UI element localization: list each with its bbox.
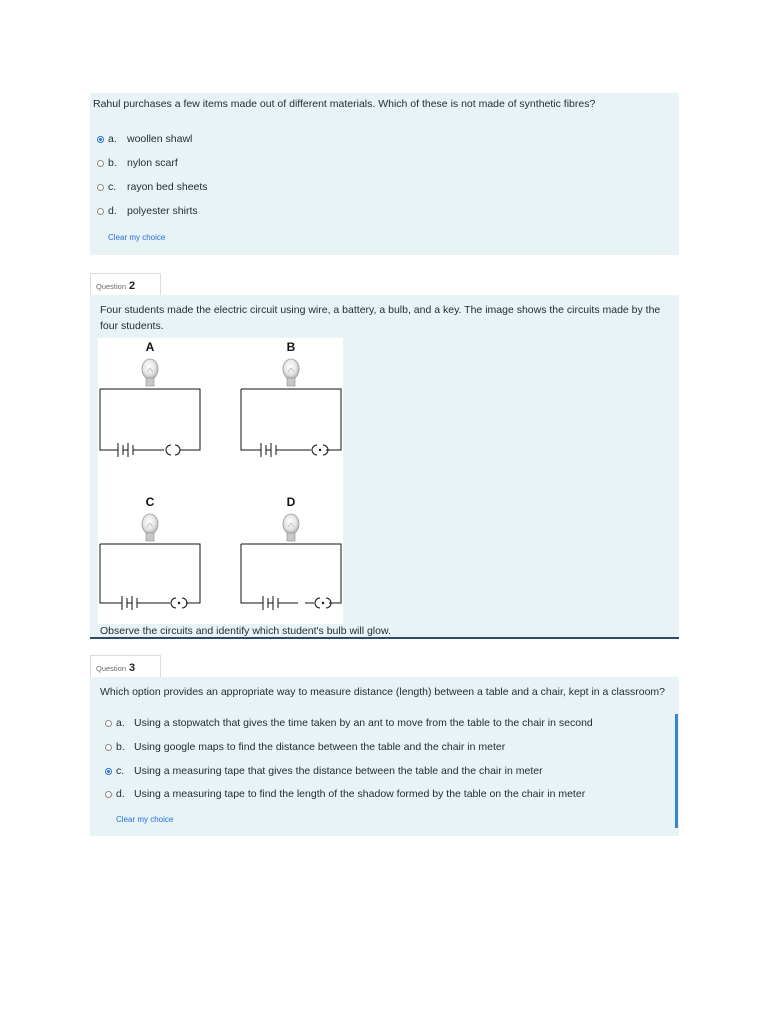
- q3-option-b-text: Using google maps to find the distance between the table and the chair in meter: [134, 741, 506, 753]
- circuit-label-a: A: [145, 340, 155, 354]
- question-3-prompt: Which option provides an appropriate way to measure distance (length) between a table and a chair, kept in a classroom?: [100, 686, 665, 698]
- question-1-prompt: Rahul purchases a few items made out of different materials. Which of these is not made of synthetic fibres?: [93, 98, 596, 110]
- q1-option-b[interactable]: [97, 157, 178, 169]
- circuit-d: [241, 514, 341, 610]
- q1-radio-c[interactable]: [97, 184, 104, 191]
- q1-radio-a[interactable]: [97, 136, 104, 143]
- key-icon: [171, 598, 187, 608]
- q3-option-b[interactable]: [105, 741, 506, 753]
- circuit-label-b: B: [286, 340, 296, 354]
- q3-clear-choice-link[interactable]: Clear my choice: [116, 815, 174, 824]
- q3-option-a-text: Using a stopwatch that gives the time taken by an ant to move from the table to the chair in second: [134, 717, 593, 729]
- question-2-bottom-divider: [90, 637, 679, 639]
- q3-radio-d[interactable]: [105, 791, 112, 798]
- circuit-label-c: C: [145, 495, 155, 509]
- key-icon: [166, 445, 180, 455]
- bulb-icon: [142, 359, 158, 386]
- key-icon: [315, 598, 331, 608]
- q3-option-d-letter: d.: [116, 788, 125, 800]
- question-1-panel: [90, 93, 679, 255]
- q3-radio-c[interactable]: [105, 768, 112, 775]
- question-2-prompt: Four students made the electric circuit using wire, a battery, a bulb, and a key. The image shows the circuits made by the four students.: [100, 304, 661, 333]
- q3-option-d[interactable]: [105, 788, 586, 800]
- q1-option-d-text: polyester shirts: [127, 205, 198, 217]
- q3-option-c-letter: c.: [116, 765, 125, 777]
- question-3-panel: [90, 677, 679, 836]
- question-2-tag-number: 2: [129, 280, 136, 292]
- bulb-icon: [283, 514, 299, 541]
- q1-clear-choice-link[interactable]: Clear my choice: [108, 233, 166, 242]
- q1-option-c[interactable]: [97, 181, 208, 193]
- key-icon: [312, 445, 328, 455]
- question-2-tag-label: Question: [96, 282, 127, 291]
- q3-radio-a[interactable]: [105, 720, 112, 727]
- q3-option-c[interactable]: [105, 765, 543, 777]
- q1-option-a-letter: a.: [108, 133, 117, 145]
- q3-option-a-letter: a.: [116, 717, 125, 729]
- q1-radio-b[interactable]: [97, 160, 104, 167]
- q3-option-d-text: Using a measuring tape to find the length of the shadow formed by the table on the chair in meter: [134, 788, 586, 800]
- q1-option-a[interactable]: [97, 133, 193, 145]
- q1-option-d-letter: d.: [108, 205, 117, 217]
- bulb-icon: [142, 514, 158, 541]
- circuit-b: [241, 359, 341, 457]
- battery-icon: [122, 596, 137, 610]
- q1-radio-d[interactable]: [97, 208, 104, 215]
- circuit-label-d: D: [286, 495, 296, 509]
- battery-icon: [263, 596, 278, 610]
- q3-option-a[interactable]: [105, 717, 593, 729]
- q3-option-c-text: Using a measuring tape that gives the distance between the table and the chair in meter: [134, 765, 543, 777]
- q1-option-a-text: woollen shawl: [127, 133, 193, 145]
- scrollbar[interactable]: [675, 714, 678, 828]
- q1-option-d[interactable]: [97, 205, 198, 217]
- circuit-diagram-svg: [98, 338, 343, 624]
- battery-icon: [118, 443, 133, 457]
- q1-option-b-letter: b.: [108, 157, 117, 169]
- q3-option-b-letter: b.: [116, 741, 125, 753]
- battery-icon: [261, 443, 276, 457]
- question-3-tag-label: Question: [96, 664, 127, 673]
- bulb-icon: [283, 359, 299, 386]
- q3-radio-b[interactable]: [105, 744, 112, 751]
- q1-option-c-letter: c.: [108, 181, 117, 193]
- q1-option-c-text: rayon bed sheets: [127, 181, 208, 193]
- question-2-observe-text: Observe the circuits and identify which student's bulb will glow.: [100, 625, 391, 637]
- question-3-tag: [90, 655, 161, 677]
- q1-option-b-text: nylon scarf: [127, 157, 178, 169]
- question-2-tag: [90, 273, 161, 295]
- question-3-tag-number: 3: [129, 662, 136, 674]
- circuit-a: [100, 359, 200, 457]
- circuit-diagram: [98, 338, 343, 624]
- circuit-c: [100, 514, 200, 610]
